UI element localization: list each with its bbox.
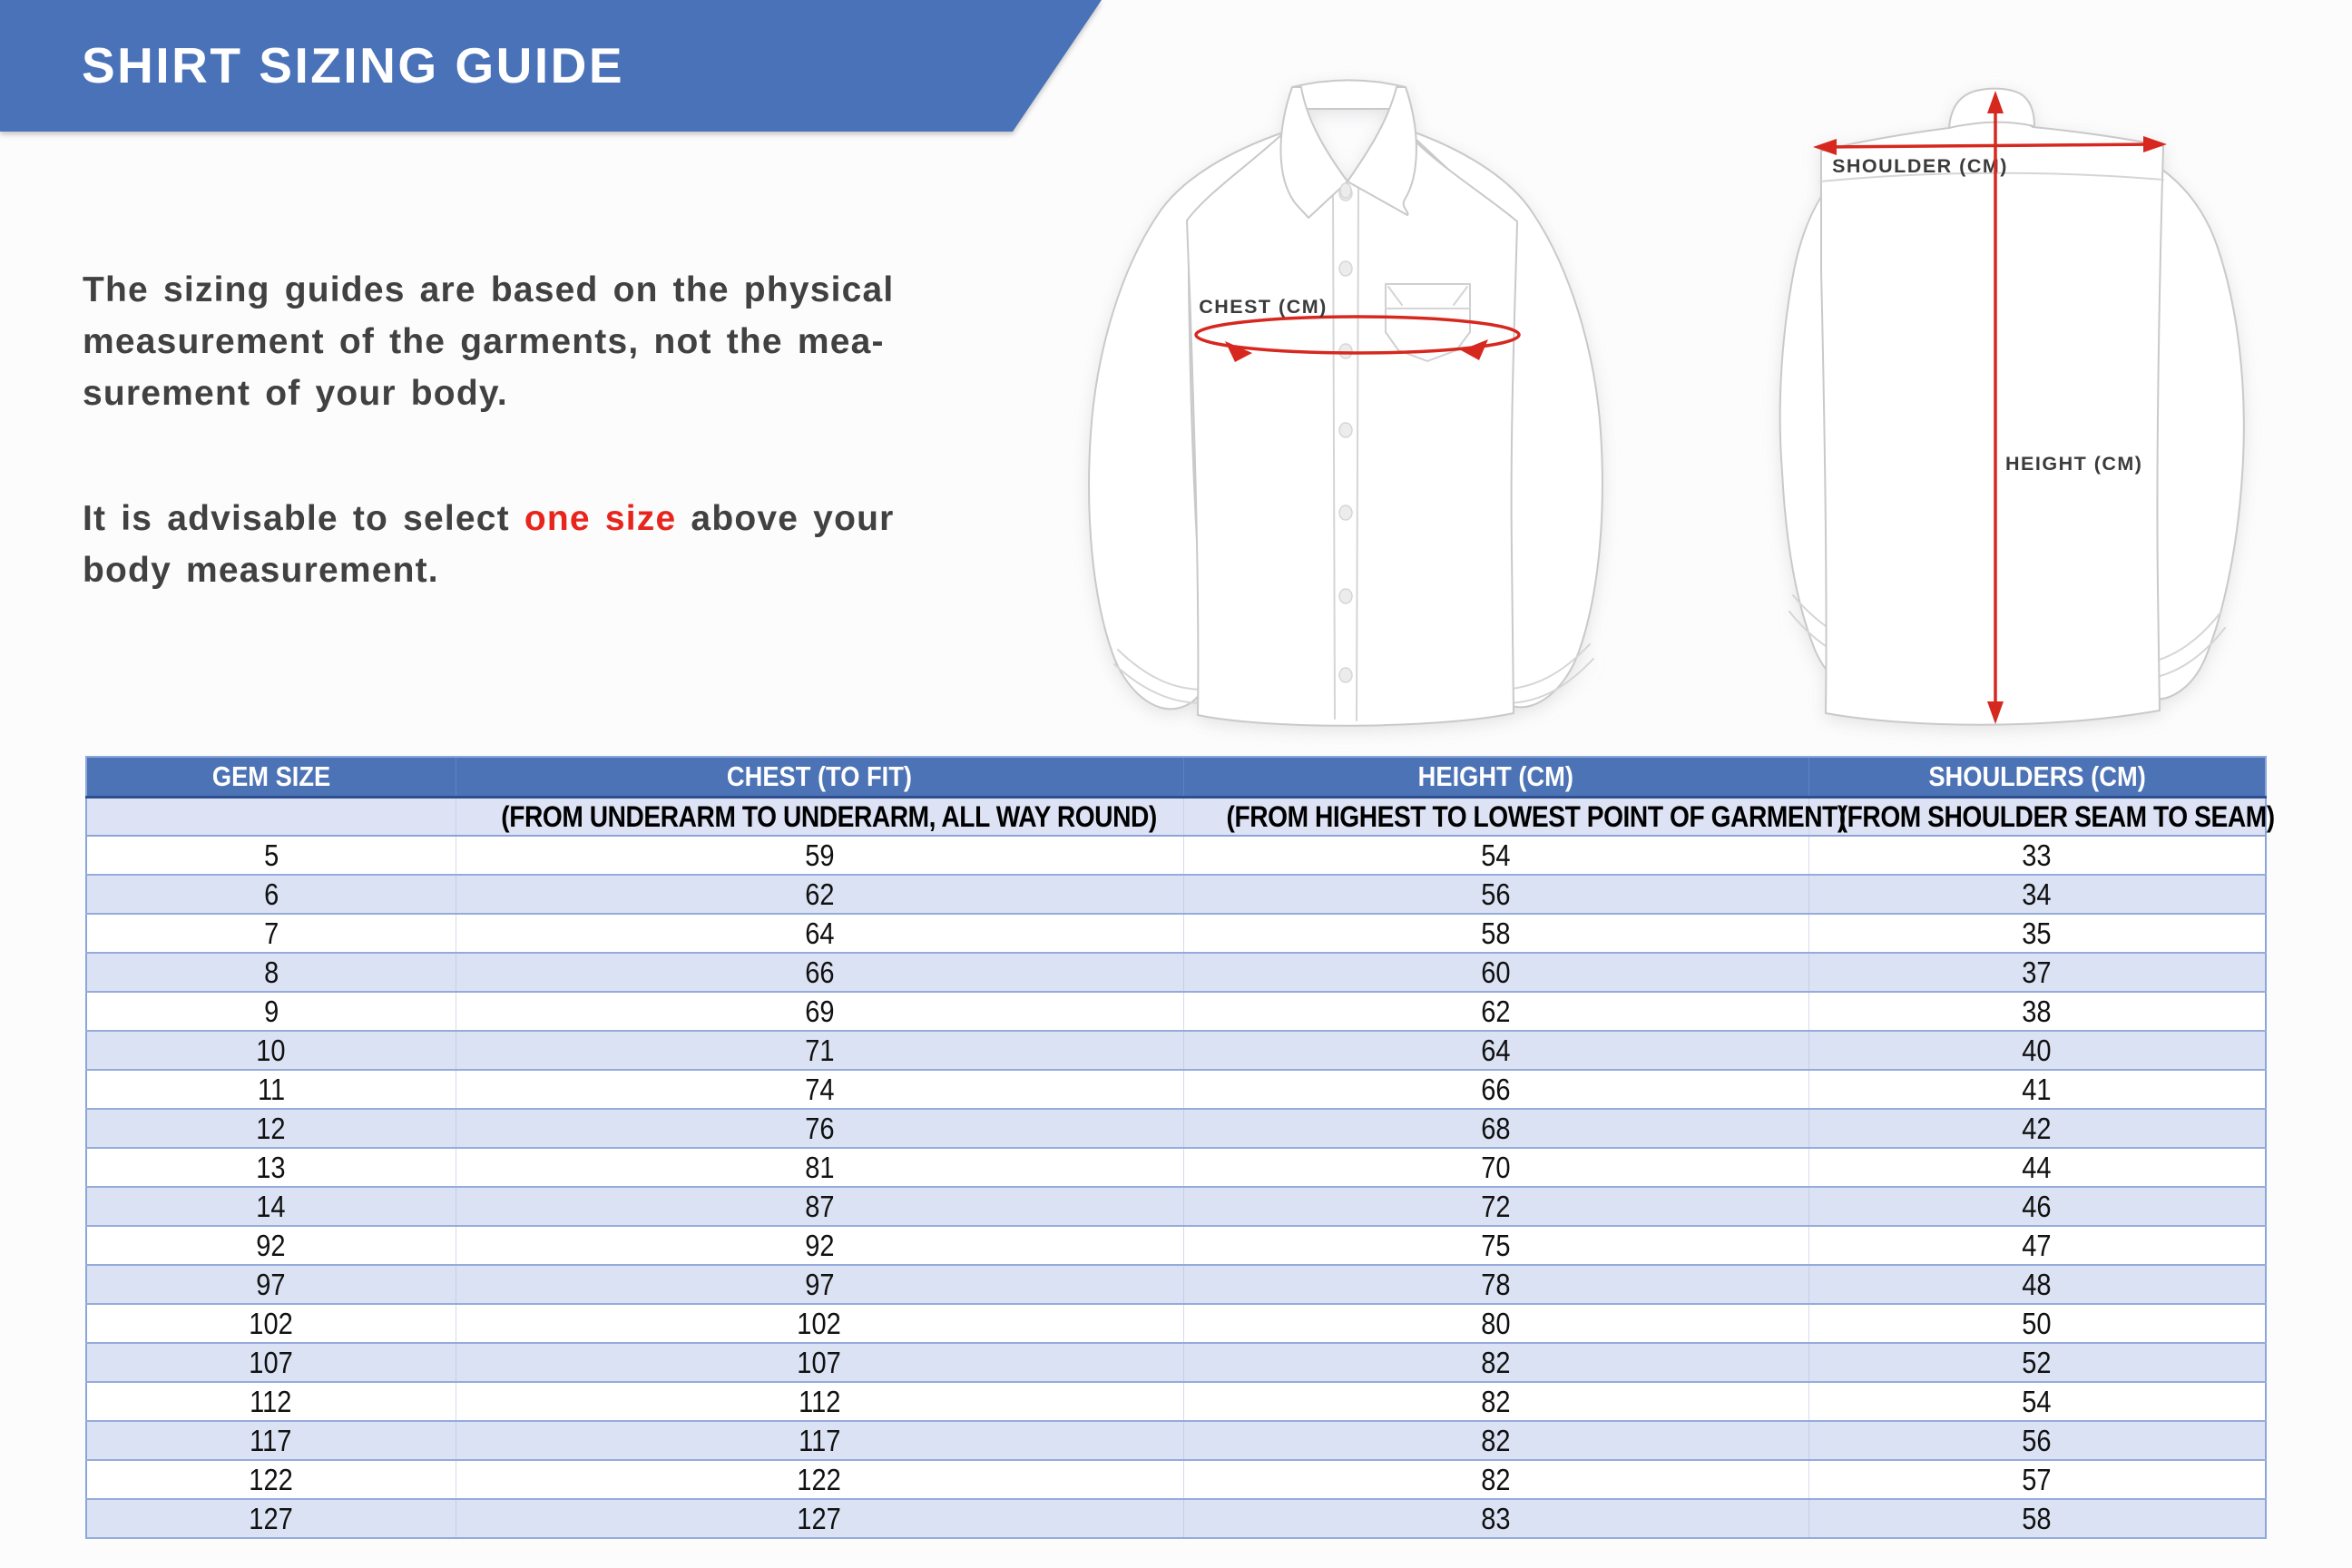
- table-row: [86, 1109, 2266, 1148]
- header-height: [1183, 757, 1808, 798]
- table-cell: [456, 1109, 1183, 1148]
- cell-value: 56: [2022, 1423, 2052, 1457]
- table-cell: [1808, 914, 2266, 953]
- cell-value: 37: [2022, 955, 2052, 989]
- back-shirt-illustration: [1771, 44, 2298, 733]
- cell-value: 8: [263, 955, 279, 989]
- header-gem-size: [86, 757, 456, 798]
- table-cell: [1183, 1109, 1808, 1148]
- table-cell: [456, 1031, 1183, 1070]
- table-cell: [86, 875, 456, 914]
- table-cell: [1808, 1226, 2266, 1265]
- button: [1339, 344, 1352, 358]
- page-title: SHIRT SIZING GUIDE: [82, 37, 625, 93]
- table-cell: [1183, 1187, 1808, 1226]
- cell-value: 40: [2022, 1033, 2052, 1067]
- table-cell: [1808, 1499, 2266, 1538]
- intro-text-pre: It is advisable to select: [83, 499, 524, 538]
- cell-value: 46: [2022, 1189, 2052, 1223]
- table-cell: [456, 1343, 1183, 1382]
- cell-value: 102: [249, 1306, 293, 1340]
- cell-value: 12: [256, 1111, 286, 1145]
- cell-value: 82: [1481, 1345, 1511, 1379]
- cell-value: 58: [1481, 916, 1511, 950]
- table-row: [86, 914, 2266, 953]
- cell-value: 117: [250, 1423, 292, 1457]
- cell-value: 11: [257, 1072, 285, 1106]
- table-cell: [1183, 1382, 1808, 1421]
- intro-line: The sizing guides are based on the physical: [83, 270, 895, 309]
- subheader-gem-size: [86, 798, 456, 837]
- cell-value: 41: [2022, 1072, 2052, 1106]
- table-cell: [456, 1187, 1183, 1226]
- table-cell: [86, 1148, 456, 1187]
- table-cell: [456, 992, 1183, 1031]
- subheader-chest: [456, 798, 1183, 837]
- shoulder-label: SHOULDER (CM): [1832, 155, 2008, 177]
- table-cell: [1808, 836, 2266, 875]
- size-table: [85, 756, 2275, 1539]
- table-cell: [1183, 1343, 1808, 1382]
- button: [1339, 505, 1352, 520]
- size-table-body: [86, 836, 2266, 1538]
- table-header-row: [86, 757, 2266, 798]
- front-shirt-illustration: [1071, 44, 1651, 733]
- table-cell: [86, 1187, 456, 1226]
- cell-value: 54: [2022, 1384, 2052, 1418]
- back-body: [1821, 118, 2163, 725]
- table-cell: [86, 1109, 456, 1148]
- cell-value: 112: [250, 1384, 292, 1418]
- table-cell: [86, 1499, 456, 1538]
- table-cell: [1183, 1226, 1808, 1265]
- table-cell: [1183, 1070, 1808, 1109]
- table-cell: [456, 1421, 1183, 1460]
- table-cell: [86, 914, 456, 953]
- intro-line: measurement of the garments, not the mea-: [83, 322, 885, 361]
- cell-value: 34: [2022, 877, 2052, 911]
- cell-value: 38: [2022, 994, 2052, 1028]
- table-cell: [456, 1499, 1183, 1538]
- button: [1339, 423, 1352, 437]
- table-row: [86, 1148, 2266, 1187]
- cell-value: 56: [1481, 877, 1511, 911]
- cell-value: 66: [804, 955, 835, 989]
- table-cell: [456, 836, 1183, 875]
- intro-line: body measurement.: [83, 551, 439, 590]
- table-cell: [86, 1304, 456, 1343]
- table-row: [86, 875, 2266, 914]
- cell-value: 117: [798, 1423, 841, 1457]
- table-cell: [1183, 1499, 1808, 1538]
- table-cell: [456, 1070, 1183, 1109]
- table-cell: [86, 953, 456, 992]
- cell-value: 97: [256, 1267, 286, 1301]
- header-label: GEM SIZE: [211, 760, 330, 792]
- table-cell: [86, 992, 456, 1031]
- table-row: [86, 1421, 2266, 1460]
- table-cell: [86, 1265, 456, 1304]
- cell-value: 47: [2022, 1228, 2052, 1262]
- table-row: [86, 1304, 2266, 1343]
- table-cell: [1808, 1304, 2266, 1343]
- table-cell: [456, 875, 1183, 914]
- table-cell: [1808, 1343, 2266, 1382]
- button: [1339, 668, 1352, 682]
- subheader-label: (FROM HIGHEST TO LOWEST POINT OF GARMENT): [1226, 799, 1846, 833]
- cell-value: 80: [1481, 1306, 1511, 1340]
- table-row: [86, 1343, 2266, 1382]
- cell-value: 6: [263, 877, 279, 911]
- table-cell: [456, 1382, 1183, 1421]
- table-cell: [1808, 1382, 2266, 1421]
- table-subheader-row: [86, 798, 2266, 837]
- cell-value: 52: [2022, 1345, 2052, 1379]
- table-cell: [1808, 1460, 2266, 1499]
- cell-value: 48: [2022, 1267, 2052, 1301]
- table-row: [86, 1031, 2266, 1070]
- table-cell: [86, 1460, 456, 1499]
- cell-value: 59: [804, 838, 835, 872]
- cell-value: 62: [1481, 994, 1511, 1028]
- table-cell: [1183, 1265, 1808, 1304]
- cell-value: 83: [1481, 1501, 1511, 1535]
- table-cell: [456, 1265, 1183, 1304]
- table-row: [86, 1070, 2266, 1109]
- table-cell: [86, 1421, 456, 1460]
- subheader-label: (FROM UNDERARM TO UNDERARM, ALL WAY ROUND): [500, 799, 1157, 833]
- table-cell: [1183, 836, 1808, 875]
- cell-value: 71: [804, 1033, 835, 1067]
- table-cell: [456, 914, 1183, 953]
- cell-value: 68: [1481, 1111, 1511, 1145]
- table-cell: [1183, 992, 1808, 1031]
- subheader-shoulders: [1808, 798, 2275, 837]
- button: [1339, 589, 1352, 603]
- intro-paragraph-2: [83, 493, 895, 596]
- table-cell: [1183, 1031, 1808, 1070]
- cell-value: 64: [804, 916, 835, 950]
- cell-value: 54: [1481, 838, 1511, 872]
- cell-value: 127: [797, 1501, 842, 1535]
- table-cell: [1808, 1148, 2266, 1187]
- table-cell: [1183, 914, 1808, 953]
- table-row: [86, 1187, 2266, 1226]
- cell-value: 50: [2022, 1306, 2052, 1340]
- cell-value: 10: [256, 1033, 286, 1067]
- intro-line: surement of your body.: [83, 374, 508, 413]
- table-cell: [1808, 992, 2266, 1031]
- cell-value: 107: [797, 1345, 842, 1379]
- cell-value: 14: [256, 1189, 286, 1223]
- collar-button: [1340, 183, 1351, 198]
- cell-value: 78: [1481, 1267, 1511, 1301]
- table-cell: [456, 1148, 1183, 1187]
- cell-value: 69: [804, 994, 835, 1028]
- cell-value: 82: [1481, 1462, 1511, 1496]
- header-chest: [456, 757, 1183, 798]
- front-body: [1187, 125, 1517, 726]
- table-row: [86, 953, 2266, 992]
- table-cell: [1808, 1187, 2266, 1226]
- intro-line: [83, 493, 895, 544]
- header-label: CHEST (TO FIT): [726, 760, 913, 792]
- intro-text-post: above your: [676, 499, 895, 538]
- cell-value: 33: [2022, 838, 2052, 872]
- cell-value: 44: [2022, 1150, 2052, 1184]
- header-label: HEIGHT (CM): [1417, 760, 1574, 792]
- table-cell: [456, 1304, 1183, 1343]
- cell-value: 57: [2022, 1462, 2052, 1496]
- table-cell: [86, 1343, 456, 1382]
- table-cell: [86, 1226, 456, 1265]
- table-cell: [1183, 1148, 1808, 1187]
- cell-value: 35: [2022, 916, 2052, 950]
- subheader-label: (FROM SHOULDER SEAM TO SEAM): [1838, 799, 2275, 833]
- highlighted-text: one size: [524, 499, 677, 538]
- table-cell: [1808, 1070, 2266, 1109]
- cell-value: 81: [804, 1150, 835, 1184]
- cell-value: 66: [1481, 1072, 1511, 1106]
- table-row: [86, 1265, 2266, 1304]
- cell-value: 58: [2022, 1501, 2052, 1535]
- cell-value: 122: [249, 1462, 293, 1496]
- table-cell: [1183, 1421, 1808, 1460]
- table-cell: [86, 836, 456, 875]
- table-cell: [1808, 875, 2266, 914]
- table-row: [86, 1382, 2266, 1421]
- cell-value: 97: [804, 1267, 835, 1301]
- table-cell: [1808, 1265, 2266, 1304]
- table-cell: [1183, 953, 1808, 992]
- table-cell: [1808, 1031, 2266, 1070]
- collar-band: [1292, 81, 1406, 110]
- table-cell: [456, 1226, 1183, 1265]
- height-label: HEIGHT (CM): [2005, 453, 2143, 475]
- cell-value: 92: [256, 1228, 286, 1262]
- table-cell: [456, 1460, 1183, 1499]
- subheader-height: [1183, 798, 1846, 837]
- cell-value: 5: [263, 838, 279, 872]
- table-cell: [1183, 1304, 1808, 1343]
- table-row: [86, 1226, 2266, 1265]
- cell-value: 87: [804, 1189, 835, 1223]
- cell-value: 112: [798, 1384, 841, 1418]
- cell-value: 70: [1481, 1150, 1511, 1184]
- table-cell: [86, 1382, 456, 1421]
- cell-value: 9: [263, 994, 279, 1028]
- cell-value: 13: [256, 1150, 286, 1184]
- cell-value: 75: [1481, 1228, 1511, 1262]
- table-cell: [1808, 1109, 2266, 1148]
- table-cell: [1183, 875, 1808, 914]
- cell-value: 62: [804, 877, 835, 911]
- chest-label: CHEST (CM): [1199, 296, 1328, 318]
- cell-value: 102: [797, 1306, 842, 1340]
- cell-value: 82: [1481, 1423, 1511, 1457]
- cell-value: 60: [1481, 955, 1511, 989]
- cell-value: 107: [249, 1345, 293, 1379]
- table-cell: [86, 1031, 456, 1070]
- cell-value: 7: [263, 916, 279, 950]
- table-row: [86, 1460, 2266, 1499]
- cell-value: 74: [804, 1072, 835, 1106]
- cell-value: 76: [804, 1111, 835, 1145]
- cell-value: 82: [1481, 1384, 1511, 1418]
- cell-value: 42: [2022, 1111, 2052, 1145]
- intro-paragraph-1: [83, 264, 894, 419]
- table-cell: [1183, 1460, 1808, 1499]
- table-cell: [86, 1070, 456, 1109]
- cell-value: 64: [1481, 1033, 1511, 1067]
- table-row: [86, 1499, 2266, 1538]
- table-row: [86, 836, 2266, 875]
- table-cell: [1808, 953, 2266, 992]
- table-cell: [456, 953, 1183, 992]
- cell-value: 72: [1481, 1189, 1511, 1223]
- button: [1339, 261, 1352, 276]
- table-row: [86, 992, 2266, 1031]
- cell-value: 122: [797, 1462, 842, 1496]
- header-shoulders: [1808, 757, 2266, 798]
- cell-value: 92: [804, 1228, 835, 1262]
- header-label: SHOULDERS (CM): [1928, 760, 2146, 792]
- cell-value: 127: [249, 1501, 293, 1535]
- table-cell: [1808, 1421, 2266, 1460]
